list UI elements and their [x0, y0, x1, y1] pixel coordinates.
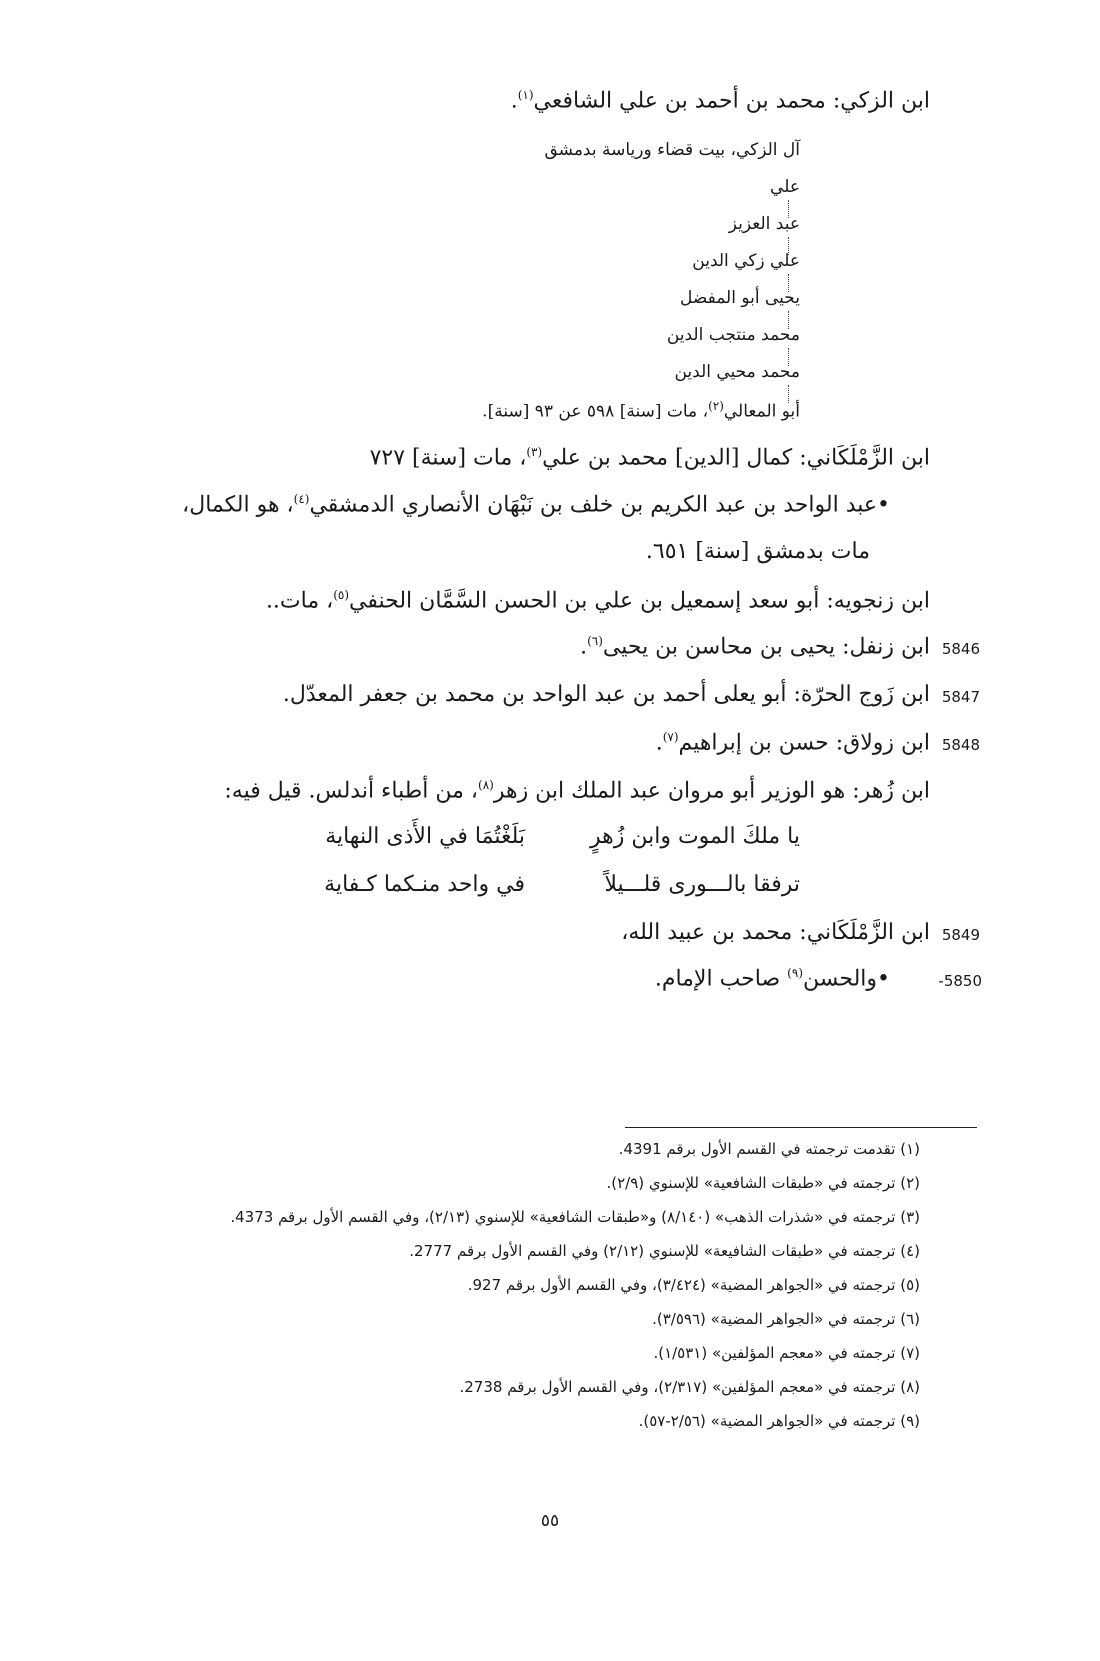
tree-connector	[788, 274, 789, 292]
entry-end: ، مات [سنة] ٧٢٧	[369, 445, 527, 471]
entry-end: ، من أطباء أندلس. قيل فيه:	[224, 778, 478, 804]
footnote: (٤) ترجمته في «طبقات الشافيعة» للإسنوي (٢/١٢) وفي القسم الأول برقم 2777.	[409, 1242, 920, 1260]
footnote: (٣) ترجمته في «شذرات الذهب» (٨/١٤٠) و«طبقات الشافعية» للإسنوي (٢/١٣)، وفي القسم الأول برقم 4373.	[230, 1208, 920, 1226]
entry-end: .	[510, 88, 518, 114]
footnote: (١) تقدمت ترجمته في القسم الأول برقم 4391.	[618, 1140, 920, 1158]
entry-number: 5846	[941, 640, 980, 658]
footnote-ref: (٥)	[333, 588, 350, 602]
entry-text: ابن الزكي: محمد بن أحمد بن علي الشافعي	[533, 88, 930, 114]
family-tree-name: يحيى أبو المفضل	[680, 288, 800, 308]
entry-end: .	[655, 730, 663, 756]
entry-ibn-al-zamlakani	[370, 445, 930, 470]
tree-connector	[788, 385, 789, 403]
entry-end: ، هو الكمال،	[182, 492, 294, 518]
entry-ibn-zanjawayh	[266, 588, 930, 613]
family-tree-name: علي	[770, 177, 800, 197]
family-tree-name: محمد محيي الدين	[674, 362, 800, 382]
entry-abd-al-wahid-line2: مات بدمشق [سنة] ٦٥١.	[645, 539, 870, 564]
entry-ibn-zuhr	[224, 778, 930, 803]
entry-text: ابن زنفل: يحيى بن محاسن بن يحيى	[602, 634, 930, 660]
tree-last-text: أبو المعالي	[723, 401, 800, 422]
footnote-ref: (٨)	[478, 778, 494, 792]
footnote-ref: (٩)	[787, 966, 803, 980]
entry-text: •عبد الواحد بن عبد الكريم بن خلف بن نَبْهَان الأنصاري الدمشقي	[309, 492, 890, 518]
footnote: (٩) ترجمته في «الجواهر المضية» (٢/٥٦-٥٧).	[638, 1412, 920, 1430]
footnote-ref: (٣)	[526, 445, 543, 459]
family-tree-name: عبد العزيز	[728, 214, 800, 234]
tree-last-end: ، مات [سنة] ٥٩٨ عن ٩٣ [سنة].	[482, 401, 709, 422]
entry-text: ابن زولاق: حسن بن إبراهيم	[678, 730, 930, 756]
footnote-ref: (٤)	[293, 492, 310, 506]
footnote: (٧) ترجمته في «معجم المؤلفين» (١/٥٣١).	[653, 1344, 920, 1362]
family-tree-last	[482, 399, 800, 422]
footnote-ref: (١)	[517, 88, 534, 102]
entry-al-hasan	[655, 966, 890, 991]
footnote-ref: (٧)	[662, 730, 679, 744]
entry-number: 5849	[941, 926, 980, 944]
entry-number: -5850	[938, 972, 982, 990]
verse-hemistich-first: يا ملكَ الموت وابن زُهرٍ	[590, 824, 800, 849]
footnote: (٦) ترجمته في «الجواهر المضية» (٣/٥٩٦).	[652, 1310, 920, 1328]
tree-connector	[788, 311, 789, 329]
entry-abd-al-wahid-line1	[182, 492, 890, 517]
entry-text: ابن الزَّمْلَكَاني: كمال [الدين] محمد بن علي	[542, 445, 930, 471]
entry-ibn-al-zaki	[511, 88, 930, 113]
verse-hemistich-second: في واحد منـكما كـفاية	[324, 872, 525, 897]
entry-number: 5848	[941, 736, 980, 754]
entry-ibn-zanfal	[580, 634, 930, 659]
entry-number: 5847	[941, 688, 980, 706]
entry-end: .	[580, 634, 588, 660]
entry-end: ، مات..	[265, 588, 334, 614]
family-tree-name: محمد منتجب الدين	[666, 325, 800, 345]
family-tree-name: علي زكي الدين	[692, 251, 800, 271]
entry-ibn-zawlaq	[656, 730, 930, 755]
footnote-ref: (٦)	[587, 634, 603, 648]
entry-text: •والحسن	[803, 966, 890, 992]
entry-text: ابن زنجويه: أبو سعد إسمعيل بن علي بن الحسن السَّمَّان الحنفي	[349, 588, 930, 614]
tree-connector	[788, 200, 789, 218]
family-tree-title: آل الزكي، بيت قضاء ورياسة بدمشق	[544, 140, 800, 160]
entry-ibn-al-zamlakani-2: ابن الزَّمْلَكَاني: محمد بن عبيد الله،	[621, 920, 930, 945]
page-number: ٥٥	[540, 1511, 560, 1531]
footnote-ref: (٢)	[708, 399, 724, 413]
footnote-divider	[625, 1127, 977, 1128]
entry-end: صاحب الإمام.	[654, 966, 788, 992]
tree-connector	[788, 237, 789, 255]
verse-hemistich-second: بَلَغْتُمَا في الأَذى النهاية	[325, 824, 525, 849]
tree-connector	[788, 348, 789, 366]
entry-ibn-zawj-alhurra: ابن زَوج الحرّة: أبو يعلى أحمد بن عبد الواحد بن محمد بن جعفر المعدّل.	[282, 682, 930, 707]
footnote: (٨) ترجمته في «معجم المؤلفين» (٢/٣١٧)، وفي القسم الأول برقم 2738.	[459, 1378, 920, 1396]
verse-hemistich-first: ترفقا بالـــورى قلـــيلاً	[604, 872, 800, 897]
entry-text: ابن زُهر: هو الوزير أبو مروان عبد الملك ابن زهر	[493, 778, 930, 804]
footnote: (٥) ترجمته في «الجواهر المضية» (٣/٤٢٤)، وفي القسم الأول برقم 927.	[467, 1276, 920, 1294]
footnote: (٢) ترجمته في «طبقات الشافعية» للإسنوي (٢/٩).	[606, 1174, 920, 1192]
